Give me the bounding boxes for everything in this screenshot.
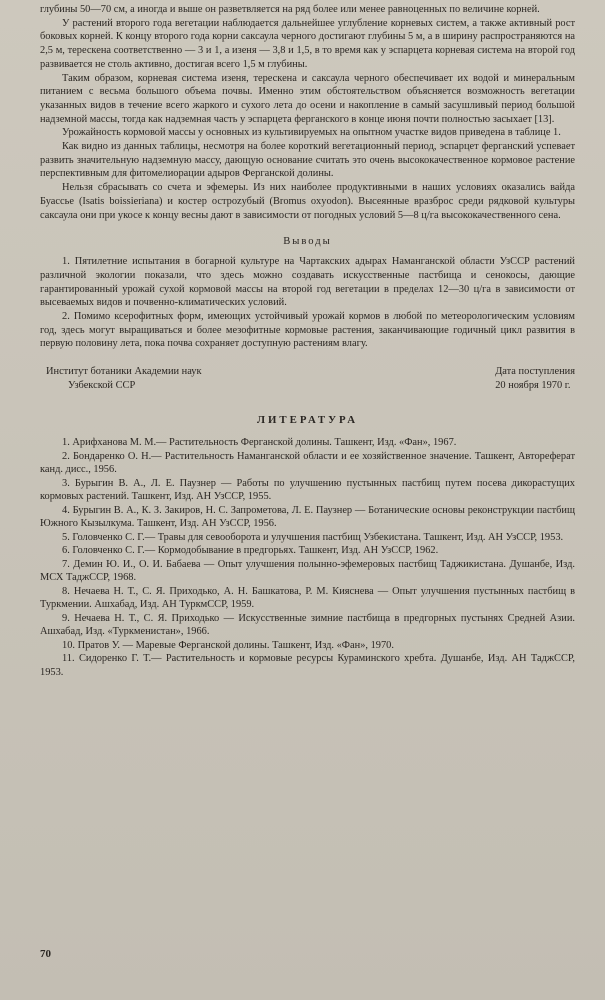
paragraph: глубины 50—70 см, а иногда и выше он разветвляется на ряд более или менее равноценных по величине корней. <box>40 4 540 15</box>
institute-block <box>46 365 202 392</box>
literature-item: 7. Демин Ю. И., О. И. Бабаева — Опыт улучшения полынно-эфемеровых пастбищ Таджикистана. Душанбе, Изд. МСХ ТаджССР, 1968. <box>40 558 575 584</box>
literature-item: 2. Бондаренко О. Н.— Растительность Наманганской области и ее хозяйственное значение. Ташкент, Автореферат канд. дисс., 1956. <box>40 450 575 476</box>
literature-item: 5. Головченко С. Г.— Травы для севооборота и улучшения пастбищ Узбекистана. Ташкент, Изд. АН УзССР, 1953. <box>62 531 564 543</box>
received-label: Дата поступления <box>495 366 575 378</box>
paragraph: Таким образом, корневая система изеня, терескена и саксаула черного обеспечивает их водой и минеральным питанием с весьма большого объема почвы. Именно этим обстоятельством объясняется возможность вегетации указанных видов в течение всего жаркого и сухого лета до осени и накопление в самый засушливый период большой надземной массы, тогда как надземная часть у эспарцета ферганского в конце июня почти полностью засыхает [13]. <box>40 72 575 125</box>
conclusion-item: 1. Пятилетние испытания в богарной культуре на Чартакских адырах Наманганской области УзССР растений различной экологии показали, что здесь можно создавать искусственные пастбища и сенокосы, дающие гарантированный урожай сухой кормовой массы на второй год вегетации в пределах 12—30 ц/га в зависимости от высеваемых видов и почвенно-климатических условий. <box>40 256 575 309</box>
body-text <box>40 3 575 222</box>
literature-item: 10. Пратов У. — Маревые Ферганской долины. Ташкент, Изд. «Фан», 1970. <box>62 639 394 651</box>
received-date-block <box>495 365 575 392</box>
conclusion-item: 2. Помимо ксерофитных форм, имеющих устойчивый урожай кормов в любой по метеорологическим условиям год, здесь могут выращиваться и более мезофитные кормовые растения, заканчивающие годичный цикл развития в первую половину лета, пока почва сохраняет доступную растениям влагу. <box>40 311 575 350</box>
literature-heading: ЛИТЕРАТУРА <box>256 414 359 427</box>
conclusions-list <box>40 255 575 351</box>
literature-item: 6. Головченко С. Г.— Кормодобывание в предгорьях. Ташкент, Изд. АН УзССР, 1962. <box>62 545 439 557</box>
paragraph: Как видно из данных таблицы, несмотря на более короткий вегетационный период, эспарцет ферганский успевает развить значительную надземную массу, дающую основание считать это очень высококачественное кормовое растение перспективным для фитомелиорации адыров Ферганской долины. <box>40 141 575 180</box>
literature-item: 4. Бурыгин В. А., К. З. Закиров, Н. С. Запрометова, Л. Е. Паузнер — Ботанические основы реконструкции пастбищ Южного Кызылкума. Ташкент, Изд. АН УзССР, 1956. <box>40 504 575 530</box>
paragraph: У растений второго года вегетации наблюдается дальнейшее углубление корневых систем, а также активный рост боковых корней. К концу второго года корни саксаула черного достигают глубины 5 м, а в ширину распространяются на 2,5 м, терескена соответственно — 3 и 1, а изеня — 3,8 и 1,5, в то время как у эспарцета корневая система на второй год развивается не столь активно, достигая всего 1,5 м глубины. <box>40 17 575 70</box>
literature-item: 8. Нечаева Н. Т., С. Я. Приходько, А. Н. Башкатова, Р. М. Кияснева — Опыт улучшения пустынных пастбищ в Туркмении. Ашхабад, Изд. АН ТуркмССР, 1959. <box>40 585 575 611</box>
article-footer <box>40 365 575 392</box>
literature-item: 3. Бурыгин В. А., Л. Е. Паузнер — Работы по улучшению пустынных пастбищ путем посева дикорастущих кормовых растений. Ташкент, Изд. АН УзССР, 1955. <box>40 477 575 503</box>
literature-item: 11. Сидоренко Г. Т.— Растительность и кормовые ресурсы Кураминского хребта. Душанбе, Изд. АН ТаджССР, 1953. <box>40 653 575 678</box>
conclusions-heading: Выводы <box>283 236 332 248</box>
page-number: 70 <box>40 948 51 960</box>
paragraph: Нельзя сбрасывать со счета и эфемеры. Из них наиболее продуктивными в наших условиях оказались вайда Буассье (Isatis boissieriana) и костер остроzубый (Bromus oxyodon). Высеянные вразброс среди рядковой культуры саксаула они при укосе к концу весны дают в зависимости от погодных условий 5—8 ц/га высококачественного сена. <box>40 182 575 221</box>
literature-list <box>40 436 575 679</box>
paragraph: Урожайность кормовой массы у основных из культивируемых на опытном участке видов приведена в таблице 1. <box>62 127 561 139</box>
institute-line: Узбекской ССР <box>68 379 136 391</box>
received-date: 20 ноября 1970 г. <box>495 379 571 391</box>
institute-line: Институт ботаники Академии наук <box>46 366 202 378</box>
literature-item: 9. Нечаева Н. Т., С. Я. Приходько — Искусственные зимние пастбища в предгорных пустынях Средней Азии. Ашхабад, Изд. «Туркменистан», 1966. <box>40 612 575 638</box>
literature-item: 1. Арифханова М. М.— Растительность Ферганской долины. Ташкент, Изд. «Фан», 1967. <box>62 437 457 449</box>
